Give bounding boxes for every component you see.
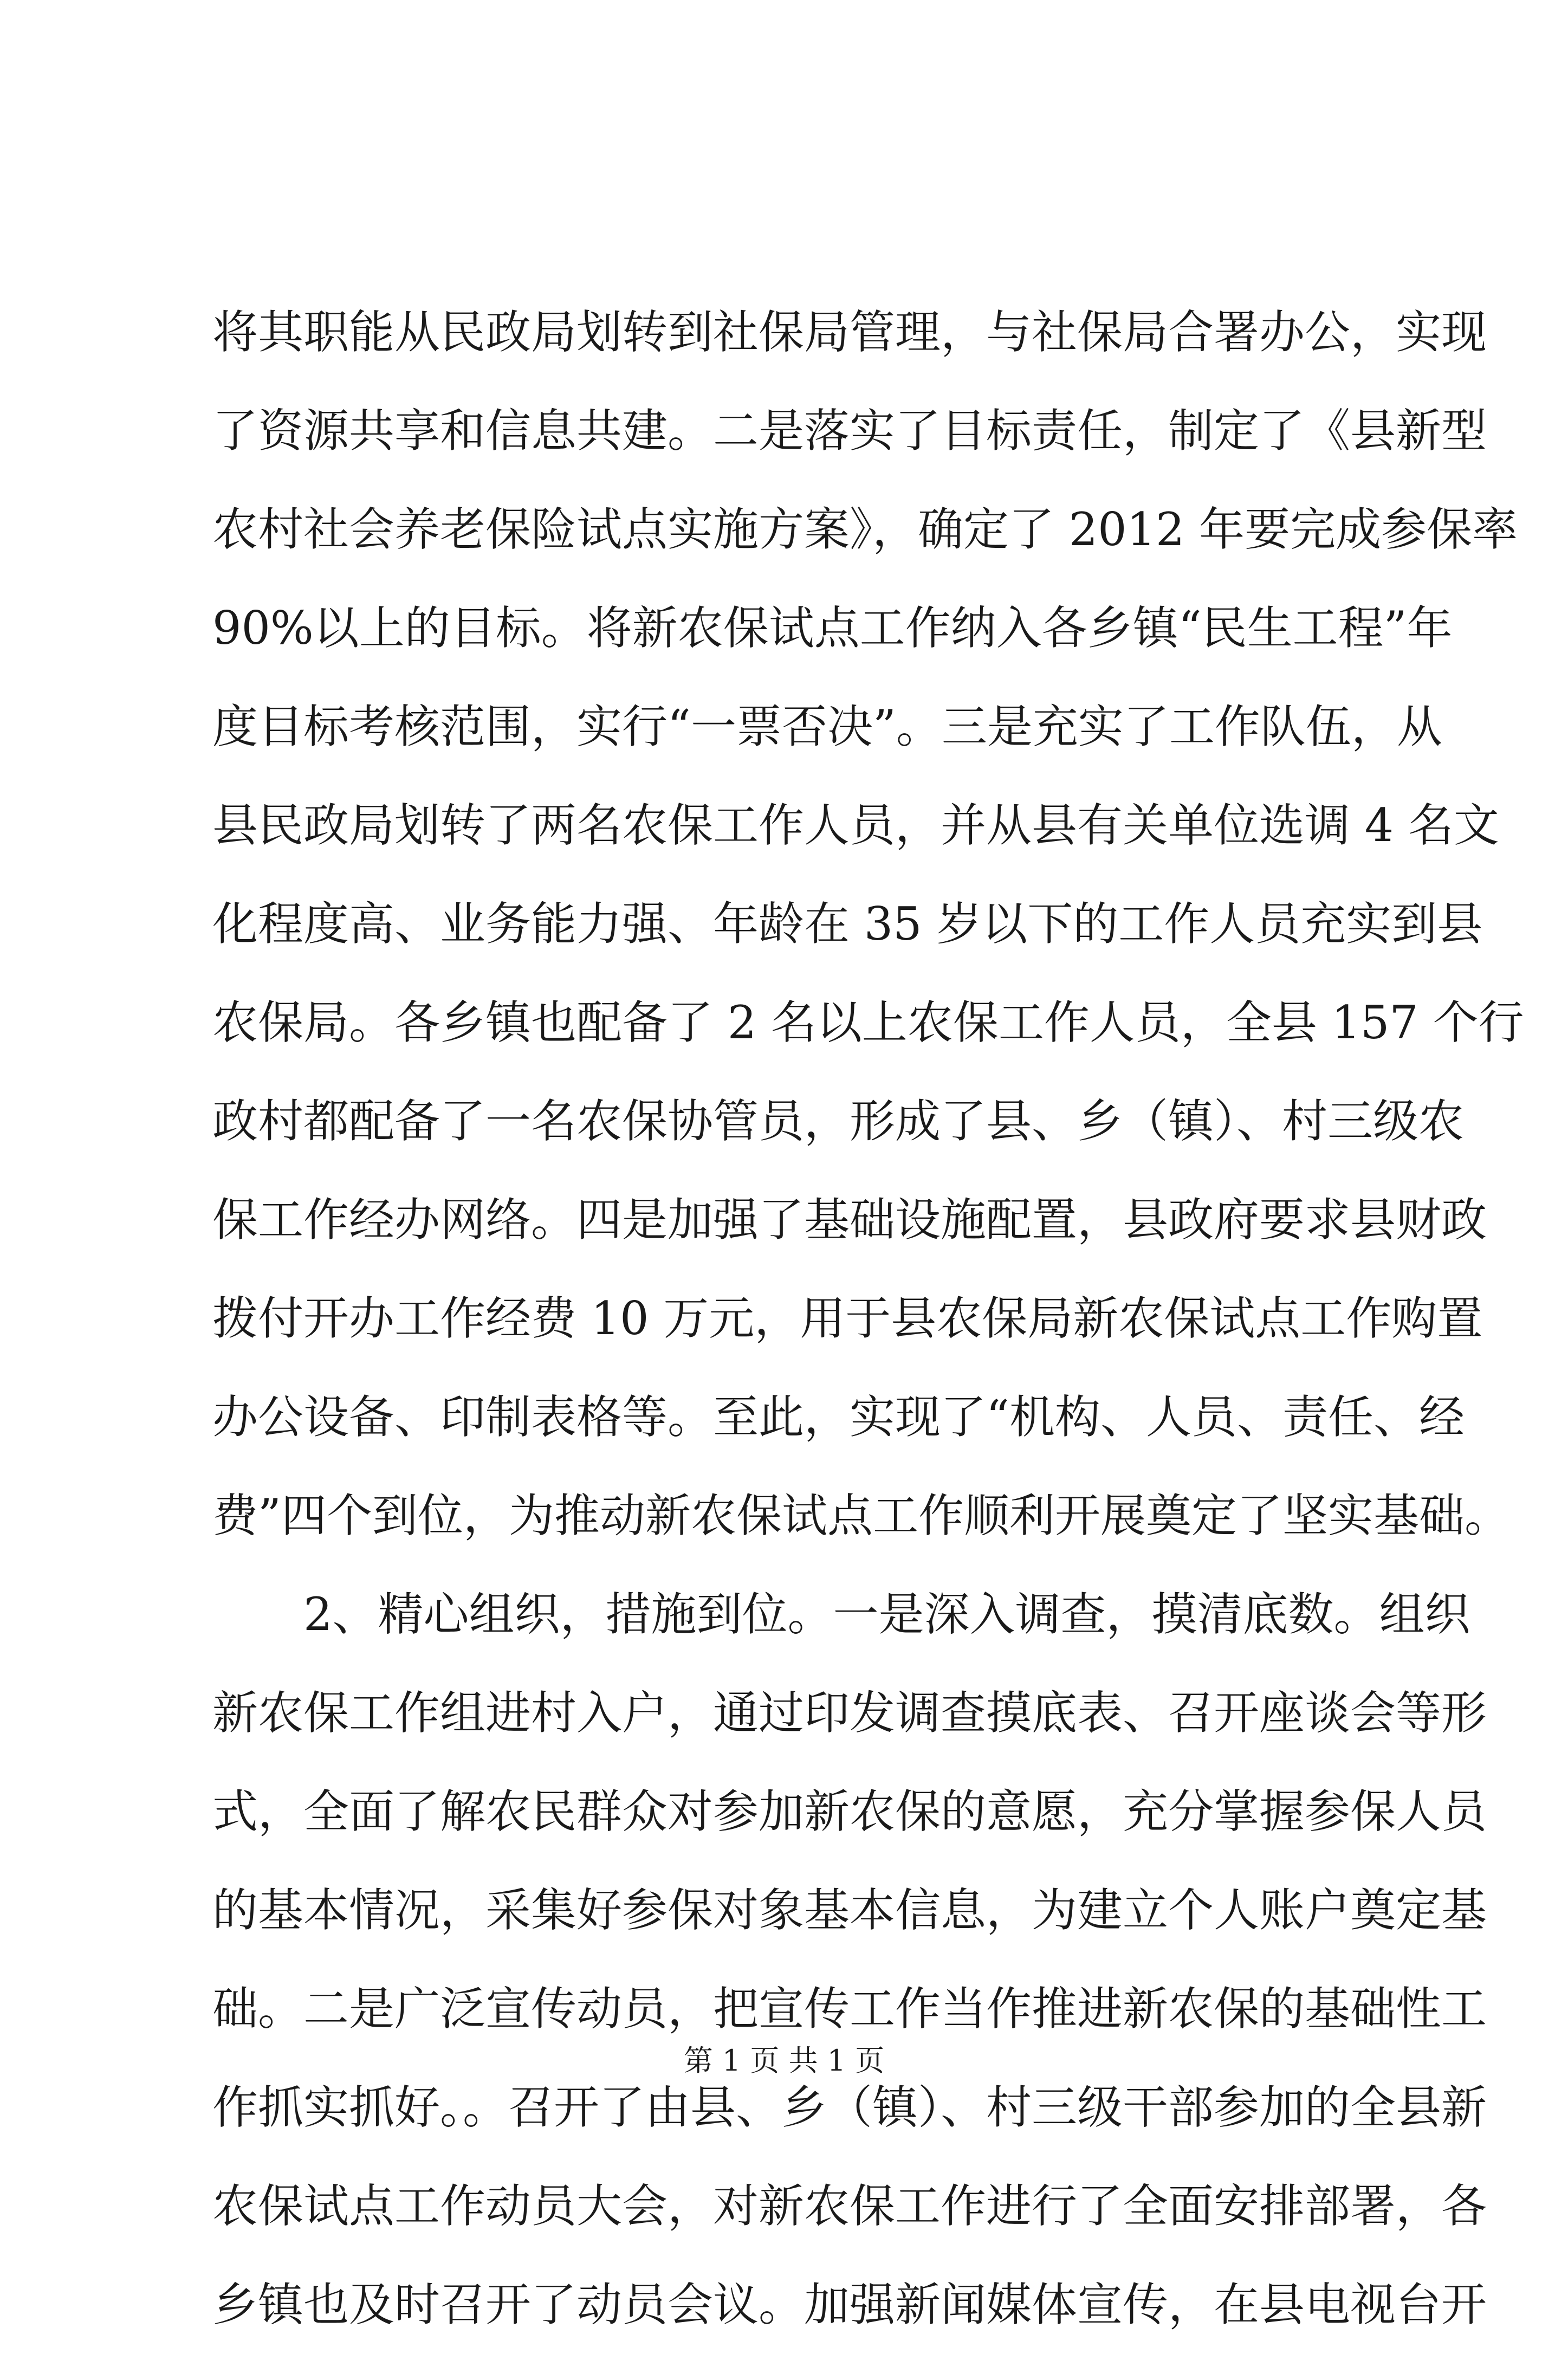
text-line: 保工作经办网络。四是加强了基础设施配置，县政府要求县财政 xyxy=(212,1193,1487,1246)
text-line: 费”四个到位，为推动新农保试点工作顺利开展奠定了坚实基础。 xyxy=(212,1489,1510,1542)
text-line: 政村都配备了一名农保协管员，形成了县、乡（镇）、村三级农 xyxy=(212,1095,1465,1148)
text-line: 化程度高、业务能力强、年龄在 35 岁以下的工作人员充实到县 xyxy=(212,897,1483,950)
text-line: 90%以上的目标。将新农保试点工作纳入各乡镇“民生工程”年 xyxy=(212,602,1453,655)
text-line: 拨付开办工作经费 10 万元，用于县农保局新农保试点工作购置 xyxy=(212,1292,1483,1345)
text-line: 度目标考核范围，实行“一票否决”。三是充实了工作队伍，从 xyxy=(212,700,1442,753)
paragraph-1 xyxy=(212,283,1524,1565)
text-line: 新农保工作组进村入户，通过印发调查摸底表、召开座谈会等形 xyxy=(212,1686,1487,1739)
paragraph-2 xyxy=(212,1565,1487,2354)
text-line: 县民政局划转了两名农保工作人员，并从县有关单位选调 4 名文 xyxy=(212,799,1499,852)
text-line: 将其职能从民政局划转到社保局管理，与社保局合署办公，实现 xyxy=(212,306,1487,359)
text-line: 作抓实抓好。。召开了由县、乡（镇）、村三级干部参加的全县新 xyxy=(212,2081,1487,2134)
text-line: 式，全面了解农民群众对参加新农保的意愿，充分掌握参保人员 xyxy=(212,1785,1487,1838)
text-line: 农保局。各乡镇也配备了 2 名以上农保工作人员，全县 157 个行 xyxy=(212,996,1524,1049)
text-line: 农保试点工作动员大会，对新农保工作进行了全面安排部署，各 xyxy=(212,2180,1487,2233)
text-line: 的基本情况，采集好参保对象基本信息，为建立个人账户奠定基 xyxy=(212,1884,1487,1937)
text-line: 乡镇也及时召开了动员会议。加强新闻媒体宣传，在县电视台开 xyxy=(212,2278,1487,2331)
text-line: 了资源共享和信息共建。二是落实了目标责任，制定了《县新型 xyxy=(212,404,1487,457)
text-line: 2、精心组织，措施到位。一是深入调查，摸清底数。组织 xyxy=(212,1588,1470,1641)
page-number-footer: 第 1 页 共 1 页 xyxy=(683,2043,885,2078)
text-line: 础。二是广泛宣传动员，把宣传工作当作推进新农保的基础性工 xyxy=(212,1982,1487,2035)
text-line: 办公设备、印制表格等。至此，实现了“机构、人员、责任、经 xyxy=(212,1391,1465,1444)
text-line: 农村社会养老保险试点实施方案》，确定了 2012 年要完成参保率 xyxy=(212,503,1518,556)
